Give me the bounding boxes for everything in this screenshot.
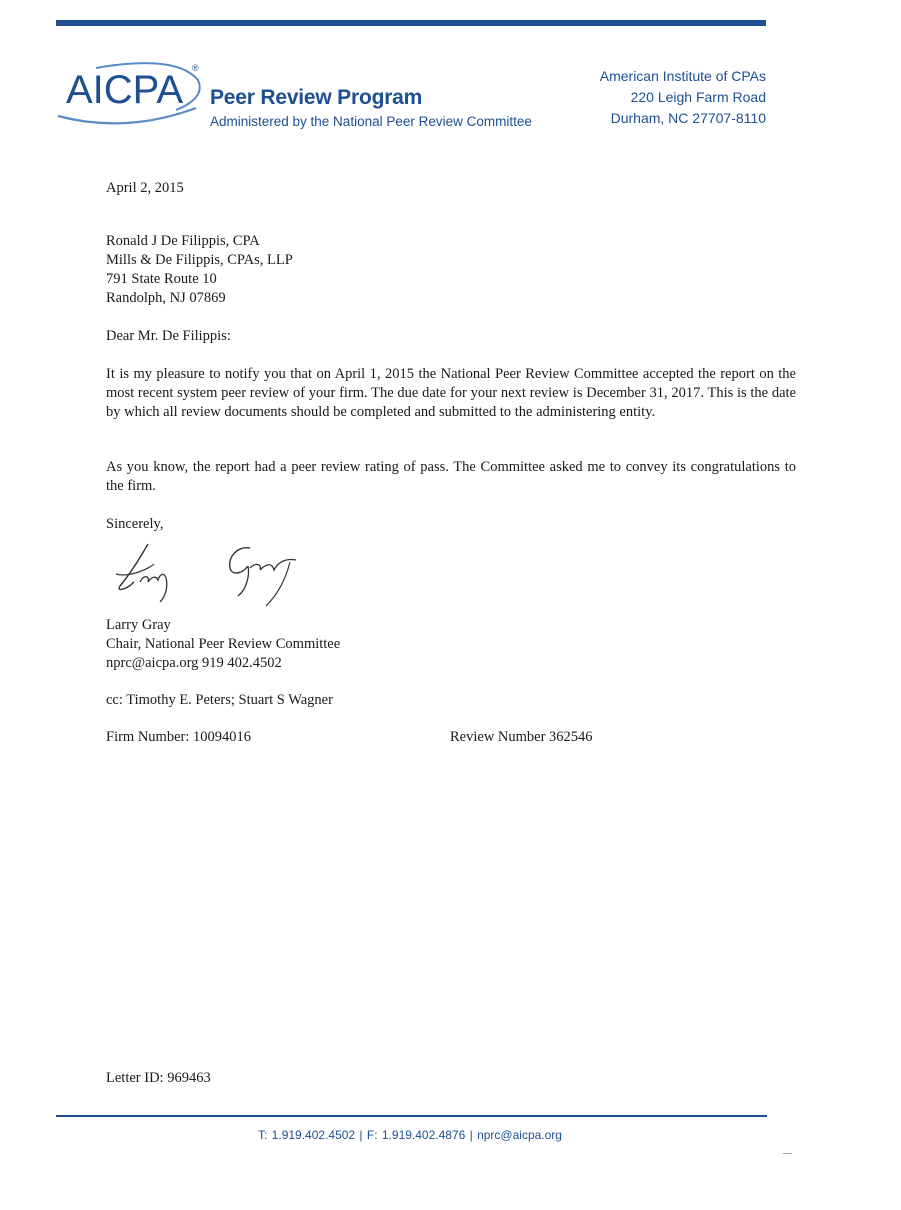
body-paragraph: It is my pleasure to notify you that on April 1, 2015 the National Peer Review Committee accepted the report on the most recent system peer review of your firm. The due date for your next review is December 31, 2017. This is the date by which all review documents should be completed and submitted to the administering entity.	[106, 366, 796, 420]
cc-line: cc: Timothy E. Peters; Stuart S Wagner	[106, 692, 333, 708]
recipient-line: Ronald J De Filippis, CPA	[106, 233, 260, 249]
signer-title: Chair, National Peer Review Committee	[106, 636, 341, 652]
footer-rule	[56, 1115, 767, 1117]
review-number: Review Number 362546	[450, 729, 593, 745]
closing: Sincerely,	[106, 516, 164, 532]
signer-name: Larry Gray	[106, 617, 171, 633]
page-corner-mark	[783, 1153, 792, 1154]
letter-id: Letter ID: 969463	[106, 1070, 211, 1086]
salutation: Dear Mr. De Filippis:	[106, 328, 231, 344]
program-subtitle: Administered by the National Peer Review Committee	[210, 114, 532, 129]
signer-block	[106, 616, 340, 673]
aicpa-logo	[56, 58, 216, 128]
recipient-block	[106, 232, 293, 308]
firm-number: Firm Number: 10094016	[106, 729, 251, 745]
address-line: 220 Leigh Farm Road	[630, 89, 766, 105]
recipient-line: Randolph, NJ 07869	[106, 290, 226, 306]
top-rule	[56, 20, 766, 26]
address-line: Durham, NC 27707-8110	[610, 110, 766, 126]
body-paragraph: As you know, the report had a peer review rating of pass. The Committee asked me to convey its congratulations to the firm.	[106, 459, 796, 494]
svg-text:®: ®	[192, 63, 199, 73]
letter-date: April 2, 2015	[106, 180, 184, 196]
program-title: Peer Review Program	[210, 86, 423, 109]
recipient-line: Mills & De Filippis, CPAs, LLP	[106, 252, 293, 268]
svg-text:AICPA: AICPA	[66, 68, 184, 112]
handwritten-signature	[110, 538, 310, 613]
org-address	[600, 66, 766, 129]
footer-contact: T: 1.919.402.4502 | F: 1.919.402.4876 | nprc@aicpa.org	[258, 1128, 562, 1142]
address-line: American Institute of CPAs	[599, 68, 766, 84]
recipient-line: 791 State Route 10	[106, 271, 217, 287]
signer-contact: nprc@aicpa.org 919 402.4502	[106, 655, 282, 671]
